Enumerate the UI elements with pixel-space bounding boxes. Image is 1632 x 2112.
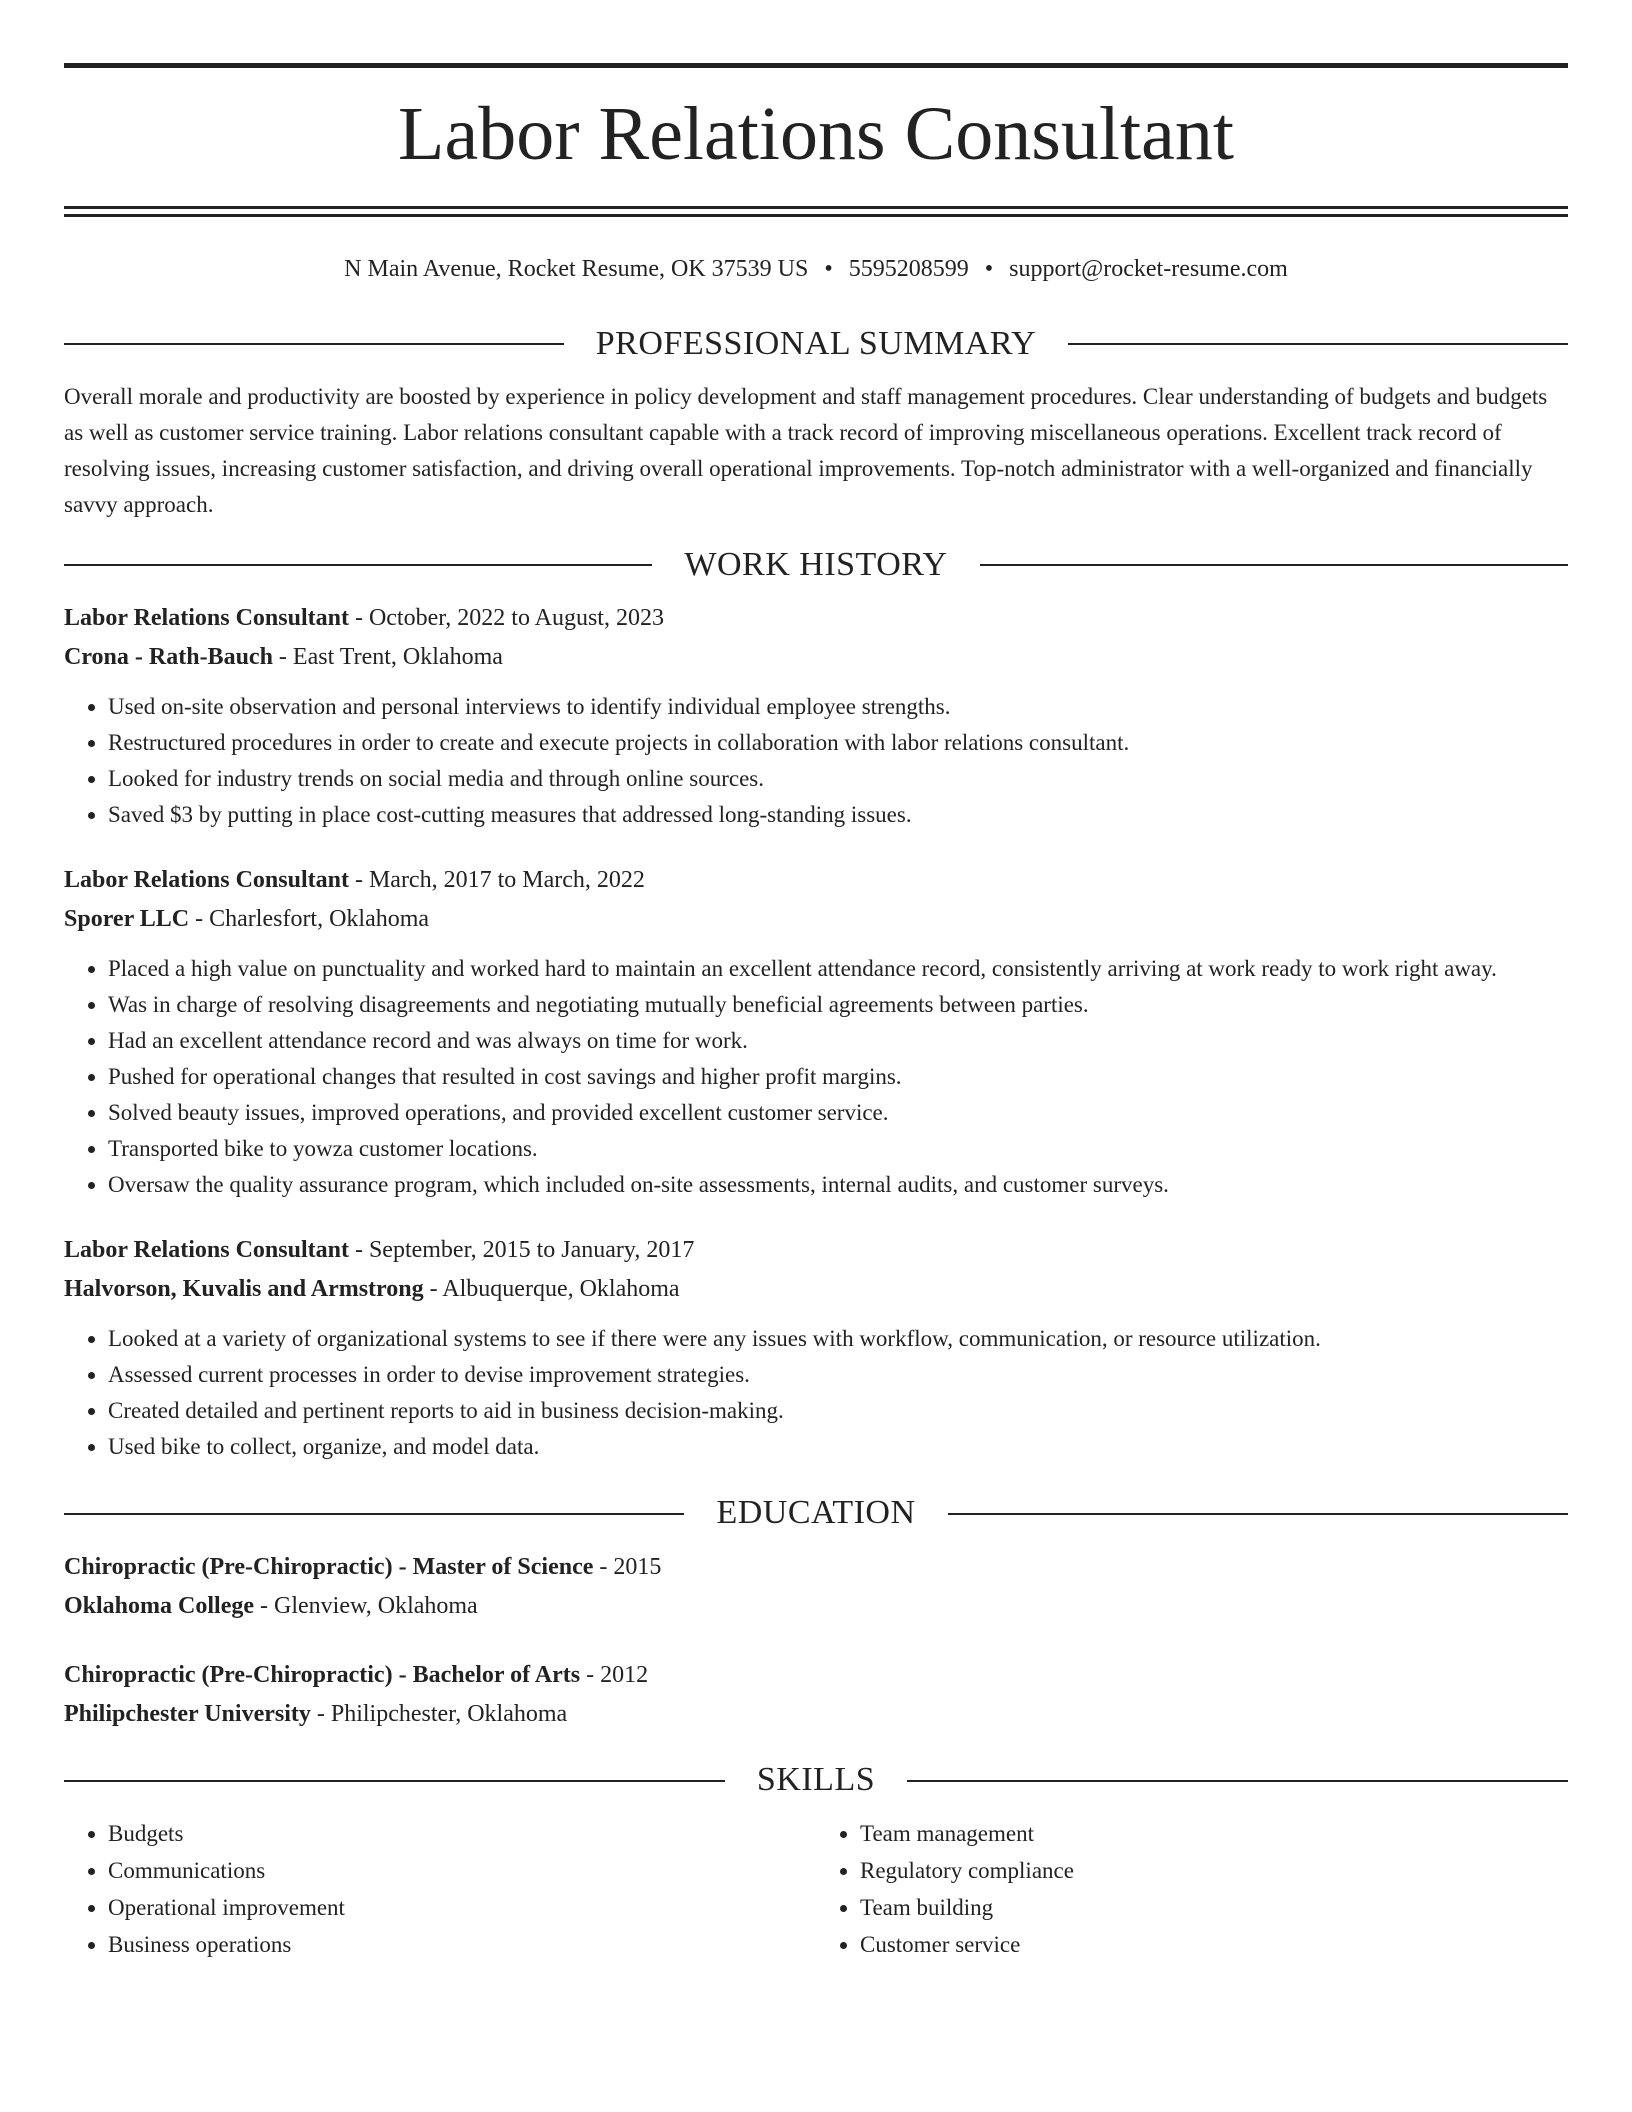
education-entry [64,1548,1568,1626]
job-bullet: • Was in charge of resolving disagreements and negotiating mutually beneficial agreements between parties. [108,987,1568,1023]
job-entry [64,861,1568,1203]
education-degree: Chiropractic (Pre-Chiropractic) - Master of Science [64,1554,594,1581]
job-bullets [64,1321,1568,1465]
job-title-line [64,599,1568,638]
skills-column-left [64,1815,816,1963]
job-bullet: • Pushed for operational changes that resulted in cost savings and higher profit margins. [108,1059,1568,1095]
job-bullet: • Looked at a variety of organizational systems to see if there were any issues with workflow, communication, or resource utilization. [108,1321,1568,1357]
job-bullet: • Looked for industry trends on social media and through online sources. [108,761,1568,797]
education-list [64,1548,1568,1734]
job-bullet: • Saved $3 by putting in place cost-cutting measures that addressed long-standing issues. [108,797,1568,833]
job-bullet: • Assessed current processes in order to devise improvement strategies. [108,1357,1568,1393]
job-bullet: • Placed a high value on punctuality and worked hard to maintain an excellent attendance record, consistently arriving at work ready to work right away. [108,951,1568,987]
contact-separator: • [824,256,833,282]
contact-line [64,255,1568,284]
job-company: Sporer LLC [64,906,190,933]
education-entry [64,1656,1568,1734]
resume-title: Labor Relations Consultant [398,92,1234,176]
job-bullets [64,951,1568,1203]
contact-separator: • [984,256,994,282]
heading-rule-right [1068,343,1568,345]
education-year: - 2015 [593,1554,662,1581]
job-entry [64,1231,1568,1465]
job-company-line [64,900,1568,939]
job-company: Crona - Rath-Bauch [64,644,273,671]
job-location: - Charlesfort, Oklahoma [189,906,430,933]
job-company-line [64,638,1568,677]
summary-title: PROFESSIONAL SUMMARY [595,324,1037,362]
skills-title: SKILLS [756,1761,876,1799]
education-title: EDUCATION [716,1494,916,1532]
skills-column-right [816,1815,1568,1963]
skill-item: • Team building [860,1889,1568,1926]
education-school: Philipchester University [64,1701,311,1728]
work-history-list [64,599,1568,1465]
job-company: Halvorson, Kuvalis and Armstrong [64,1276,424,1303]
job-title-line [64,861,1568,900]
job-location: - East Trent, Oklahoma [272,644,503,671]
job-bullet: • Created detailed and pertinent reports to aid in business decision-making. [108,1393,1568,1429]
email-text: support@rocket-resume.com [1009,256,1288,282]
skill-item: • Communications [108,1852,816,1889]
skills-grid [64,1815,1568,1963]
job-company-line [64,1270,1568,1309]
job-bullet: • Used bike to collect, organize, and model data. [108,1429,1568,1465]
education-year: - 2012 [580,1662,649,1689]
address-text: N Main Avenue, Rocket Resume, OK 37539 US [344,256,809,282]
job-title-line [64,1231,1568,1270]
education-location: - Glenview, Oklahoma [254,1593,478,1620]
job-title: Labor Relations Consultant [64,1237,349,1264]
heading-rule-left [64,1513,684,1515]
job-dates: - September, 2015 to January, 2017 [348,1237,695,1264]
heading-rule-right [980,564,1568,566]
skill-item: • Customer service [860,1926,1568,1963]
job-dates: - October, 2022 to August, 2023 [348,605,664,632]
education-degree-line [64,1548,1568,1587]
job-bullet: • Oversaw the quality assurance program, which included on-site assessments, internal audits, and customer surveys. [108,1167,1568,1203]
skills-heading [64,1760,1568,1801]
education-heading [64,1493,1568,1534]
skill-item: • Operational improvement [108,1889,816,1926]
job-title: Labor Relations Consultant [64,605,349,632]
top-divider [64,63,1568,68]
work-title: WORK HISTORY [684,545,948,583]
skill-item: • Regulatory compliance [860,1852,1568,1889]
education-school-line [64,1695,1568,1734]
summary-text: Overall morale and productivity are boosted by experience in policy development and staff management procedures. Clear understanding of budgets and budgets as well as customer service training. Labor relations consultant capable with a track record of improving miscellaneous operations. Excellent track record of resolving issues, increasing customer satisfaction, and driving overall operational improvements. Top-notch administrator with a well-organized and financially savvy approach. [64,383,1548,517]
job-bullets [64,689,1568,833]
job-dates: - March, 2017 to March, 2022 [348,867,645,894]
education-degree: Chiropractic (Pre-Chiropractic) - Bachelor of Arts [64,1662,581,1689]
job-title: Labor Relations Consultant [64,867,349,894]
phone-text: 5595208599 [848,256,969,282]
education-location: - Philipchester, Oklahoma [310,1701,568,1728]
education-school: Oklahoma College [64,1593,254,1620]
heading-rule-right [948,1513,1568,1515]
job-bullet: • Had an excellent attendance record and was always on time for work. [108,1023,1568,1059]
heading-rule-right [907,1780,1568,1782]
education-degree-line [64,1656,1568,1695]
heading-rule-left [64,343,564,345]
skill-item: • Team management [860,1815,1568,1852]
job-bullet: • Restructured procedures in order to create and execute projects in collaboration with labor relations consultant. [108,725,1568,761]
job-location: - Albuquerque, Oklahoma [423,1276,680,1303]
job-bullet: • Transported bike to yowza customer locations. [108,1131,1568,1167]
double-divider [64,206,1568,217]
job-bullet: • Solved beauty issues, improved operations, and provided excellent customer service. [108,1095,1568,1131]
skill-item: • Budgets [108,1815,816,1852]
skill-item: • Business operations [108,1926,816,1963]
education-school-line [64,1587,1568,1626]
work-heading [64,545,1568,586]
heading-rule-left [64,564,652,566]
summary-heading [64,324,1568,365]
heading-rule-left [64,1780,725,1782]
job-entry [64,599,1568,833]
job-bullet: • Used on-site observation and personal interviews to identify individual employee strengths. [108,689,1568,725]
